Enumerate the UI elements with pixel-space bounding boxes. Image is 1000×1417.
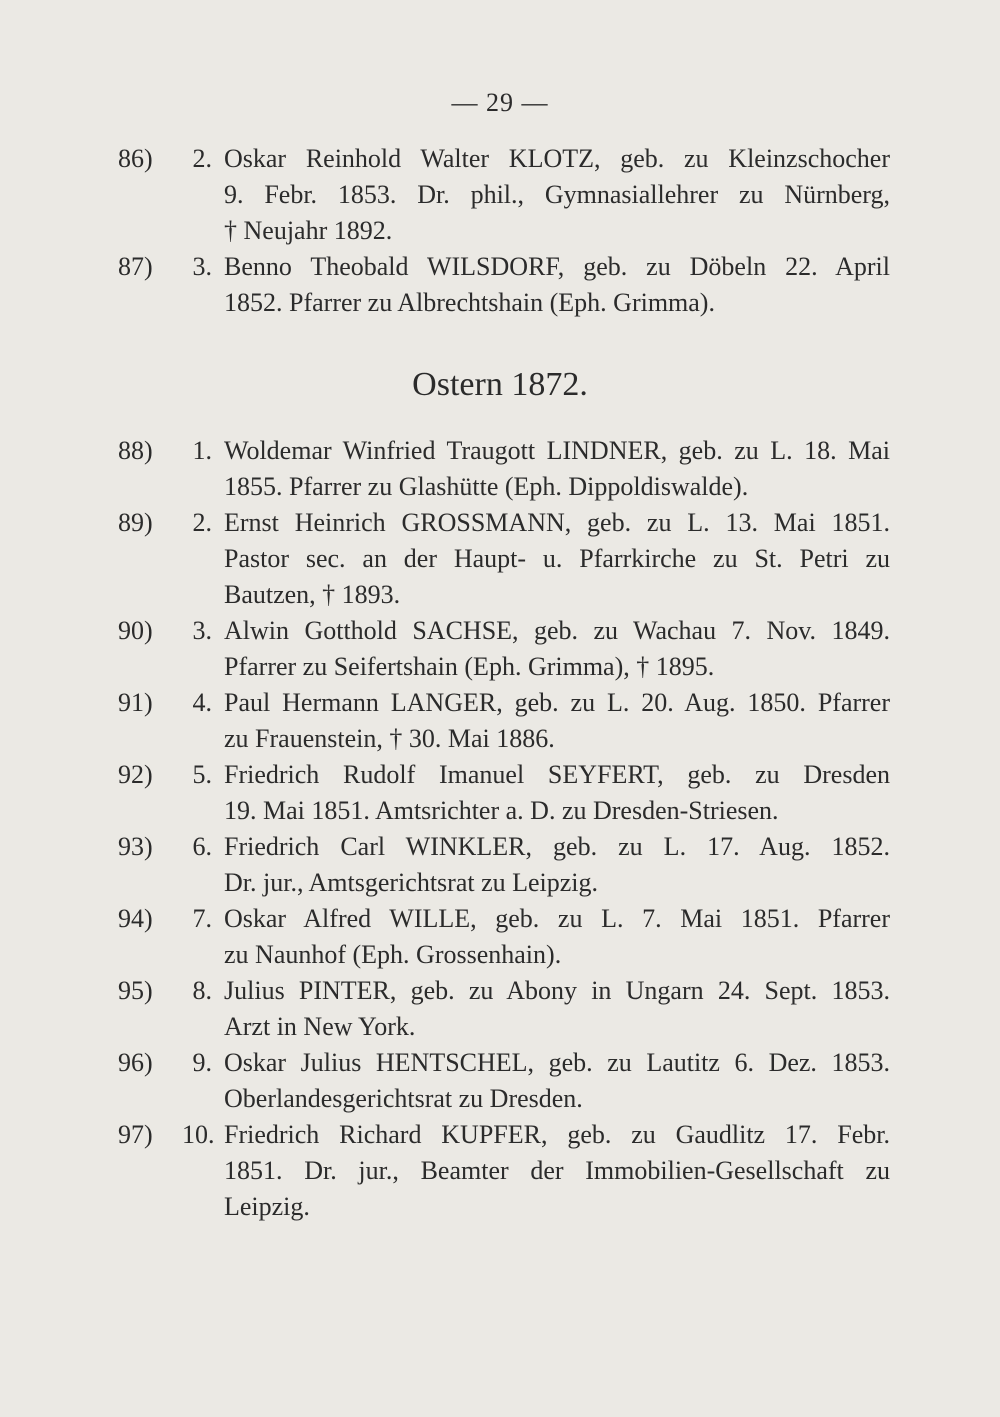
- entry-index: 8.: [192, 976, 212, 1005]
- entry-index: 6.: [192, 832, 212, 861]
- entry-index: 9.: [192, 1048, 212, 1077]
- list-item: [0, 249, 1000, 321]
- entry-text: [224, 505, 890, 613]
- entry-index: 7.: [192, 904, 212, 933]
- entry-line: Julius PINTER, geb. zu Abony in Ungarn 24. Sept. 1853.: [224, 976, 890, 1005]
- entry-line: Oskar Reinhold Walter KLOTZ, geb. zu Kleinzschocher: [224, 144, 890, 173]
- entry-number: 89): [118, 508, 153, 537]
- entry-line: 1851. Dr. jur., Beamter der Immobilien-Gesellschaft zu: [224, 1156, 890, 1185]
- entry-line: Friedrich Carl WINKLER, geb. zu L. 17. Aug. 1852.: [224, 832, 890, 861]
- list-item: [0, 613, 1000, 685]
- entry-number: 88): [118, 436, 153, 465]
- entry-line: Oskar Alfred WILLE, geb. zu L. 7. Mai 1851. Pfarrer: [224, 904, 890, 933]
- entry-index: 2.: [192, 508, 212, 537]
- entry-index: 5.: [192, 760, 212, 789]
- entry-line: zu Naunhof (Eph. Grossenhain).: [224, 940, 562, 969]
- entry-number: 86): [118, 144, 153, 173]
- entry-number: 95): [118, 976, 153, 1005]
- list-item: [0, 1045, 1000, 1117]
- entry-index: 10.: [182, 1120, 215, 1149]
- list-item: [0, 829, 1000, 901]
- entry-line: Friedrich Rudolf Imanuel SEYFERT, geb. zu Dresden: [224, 760, 890, 789]
- entry-line: Alwin Gotthold SACHSE, geb. zu Wachau 7. Nov. 1849.: [224, 616, 890, 645]
- list-item: [0, 1117, 1000, 1225]
- entry-line: Paul Hermann LANGER, geb. zu L. 20. Aug. 1850. Pfarrer: [224, 688, 890, 717]
- entry-number: 87): [118, 252, 153, 281]
- list-item: [0, 685, 1000, 757]
- entry-text: [224, 901, 890, 973]
- entry-index: 2.: [192, 144, 212, 173]
- entry-line: 1855. Pfarrer zu Glashütte (Eph. Dippoldiswalde).: [224, 472, 749, 501]
- list-item: [0, 757, 1000, 829]
- entry-line: Oskar Julius HENTSCHEL, geb. zu Lautitz 6. Dez. 1853.: [224, 1048, 890, 1077]
- entry-number: 96): [118, 1048, 153, 1077]
- entry-text: [224, 613, 890, 685]
- entry-number: 97): [118, 1120, 153, 1149]
- entry-number: 91): [118, 688, 153, 717]
- entry-text: [224, 973, 890, 1045]
- entry-text: [224, 829, 890, 901]
- entry-line: † Neujahr 1892.: [224, 216, 393, 245]
- entry-line: 1852. Pfarrer zu Albrechtshain (Eph. Grimma).: [224, 288, 715, 317]
- list-item: [0, 901, 1000, 973]
- entry-list-before: [0, 141, 1000, 321]
- entry-index: 1.: [192, 436, 212, 465]
- entry-line: 19. Mai 1851. Amtsrichter a. D. zu Dresden-Striesen.: [224, 796, 779, 825]
- entry-line: Benno Theobald WILSDORF, geb. zu Döbeln 22. April: [224, 252, 890, 281]
- entry-index: 3.: [192, 616, 212, 645]
- entry-text: [224, 1117, 890, 1225]
- entry-line: 9. Febr. 1853. Dr. phil., Gymnasiallehrer zu Nürnberg,: [224, 180, 890, 209]
- entry-number: 92): [118, 760, 153, 789]
- entry-line: zu Frauenstein, † 30. Mai 1886.: [224, 724, 555, 753]
- entry-number: 90): [118, 616, 153, 645]
- entry-line: Arzt in New York.: [224, 1012, 416, 1041]
- list-item: [0, 141, 1000, 249]
- page-number: — 29 —: [451, 88, 549, 117]
- entry-list-after: [0, 433, 1000, 1225]
- list-item: [0, 433, 1000, 505]
- entry-line: Friedrich Richard KUPFER, geb. zu Gaudlitz 17. Febr.: [224, 1120, 890, 1149]
- entry-number: 93): [118, 832, 153, 861]
- entry-line: Woldemar Winfried Traugott LINDNER, geb. zu L. 18. Mai: [224, 436, 890, 465]
- entry-index: 4.: [192, 688, 212, 717]
- entry-text: [224, 433, 890, 505]
- entry-number: 94): [118, 904, 153, 933]
- list-item: [0, 505, 1000, 613]
- entry-text: [224, 685, 890, 757]
- entry-line: Dr. jur., Amtsgerichtsrat zu Leipzig.: [224, 868, 599, 897]
- entry-text: [224, 141, 890, 249]
- entry-line: Ernst Heinrich GROSSMANN, geb. zu L. 13. Mai 1851.: [224, 508, 890, 537]
- entry-line: Oberlandesgerichtsrat zu Dresden.: [224, 1084, 583, 1113]
- entry-line: Pfarrer zu Seifertshain (Eph. Grimma), † 1895.: [224, 652, 715, 681]
- entry-line: Pastor sec. an der Haupt- u. Pfarrkirche zu St. Petri zu: [224, 544, 890, 573]
- entry-index: 3.: [192, 252, 212, 281]
- entry-line: Leipzig.: [224, 1192, 310, 1221]
- entry-text: [224, 757, 890, 829]
- section-heading: Ostern 1872.: [412, 366, 588, 403]
- list-item: [0, 973, 1000, 1045]
- entry-text: [224, 249, 890, 321]
- entry-line: Bautzen, † 1893.: [224, 580, 401, 609]
- entry-text: [224, 1045, 890, 1117]
